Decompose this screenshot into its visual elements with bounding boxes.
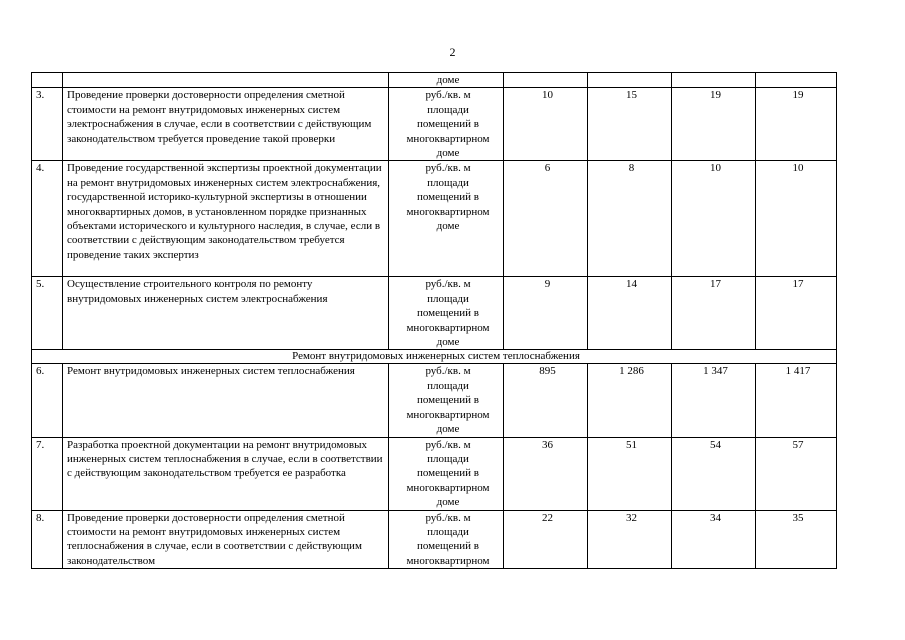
unit-line: руб./кв. м [425,438,471,451]
unit-line: помещений в [417,307,479,320]
unit-cell [389,88,504,161]
row-number-cell: 8. [32,510,63,569]
work-name-cell: Разработка проектной документации на ремонт внутридомовых инженерных систем теплоснабжения в случае, если в соответствии с действующим законодательством требуется ее разработка [63,437,389,510]
unit-line: руб./кв. м [425,365,471,378]
section-row [32,350,837,364]
unit-line: площади [427,176,469,189]
row-number-cell [32,73,63,88]
unit-line: руб./кв. м [425,89,471,102]
unit-line: руб./кв. м [425,162,471,175]
unit-line: площади [427,525,469,538]
value-cell: 22 [504,510,588,569]
unit-line: помещений в [417,394,479,407]
table-row [32,437,837,510]
unit-line: руб./кв. м [425,278,471,291]
unit-line: площади [427,103,469,116]
value-cell: 17 [756,277,837,350]
unit-line: площади [427,452,469,465]
value-cell: 1 347 [672,364,756,437]
unit-line: многоквартирном [406,132,490,145]
unit-cell [389,277,504,350]
unit-line: помещений в [417,191,479,204]
value-cell: 10 [504,88,588,161]
value-cell [756,73,837,88]
unit-line: площади [427,379,469,392]
work-name-cell [63,73,389,88]
value-cell: 9 [504,277,588,350]
value-cell: 1 417 [756,364,837,437]
unit-line: доме [436,336,460,349]
row-number-cell: 6. [32,364,63,437]
value-cell: 6 [504,161,588,277]
value-cell: 35 [756,510,837,569]
unit-line: площади [427,292,469,305]
value-cell: 10 [756,161,837,277]
row-number-cell: 4. [32,161,63,277]
tariff-table [31,72,837,569]
table-row [32,510,837,569]
value-cell: 51 [588,437,672,510]
value-cell: 895 [504,364,588,437]
value-cell [672,73,756,88]
unit-line: помещений в [417,467,479,480]
value-cell: 10 [672,161,756,277]
table-row [32,277,837,350]
unit-line: многоквартирном [406,408,490,421]
table-row [32,364,837,437]
work-name-cell: Осуществление строительного контроля по ремонту внутридомовых инженерных систем электроснабжения [63,277,389,350]
value-cell: 8 [588,161,672,277]
unit-line: многоквартирном [406,321,490,334]
value-cell: 36 [504,437,588,510]
unit-cell [389,161,504,277]
unit-line: доме [436,220,460,233]
unit-line: многоквартирном [406,554,490,567]
unit-cell: доме [389,73,504,88]
value-cell: 54 [672,437,756,510]
value-cell: 15 [588,88,672,161]
row-number-cell: 5. [32,277,63,350]
unit-line: доме [436,147,460,160]
value-cell: 19 [756,88,837,161]
work-name-cell: Проведение государственной экспертизы проектной документации на ремонт внутридомовых инженерных систем электроснабжения, государственной историко-культурной экспертизы в отношении многоквартирных домов, в установленном порядке признанных объектами исторического и культурного наследия, в случае, если в соответствии с действующим законодательством требуется проведение таких экспертиз [63,161,389,277]
unit-cell [389,364,504,437]
unit-cell [389,437,504,510]
unit-line: многоквартирном [406,481,490,494]
page-number: 2 [449,45,456,59]
work-name-cell: Проведение проверки достоверности определения сметной стоимости на ремонт внутридомовых инженерных систем электроснабжения в случае, если в соответствии с действующим законодательством требуется проведение такой проверки [63,88,389,161]
value-cell: 19 [672,88,756,161]
value-cell: 17 [672,277,756,350]
value-cell [504,73,588,88]
work-name-cell: Ремонт внутридомовых инженерных систем теплоснабжения [63,364,389,437]
row-number-cell: 3. [32,88,63,161]
value-cell: 57 [756,437,837,510]
table-row [32,73,837,88]
value-cell: 1 286 [588,364,672,437]
value-cell: 32 [588,510,672,569]
unit-line: доме [436,423,460,436]
value-cell [588,73,672,88]
work-name-cell: Проведение проверки достоверности определения сметной стоимости на ремонт внутридомовых инженерных систем теплоснабжения в случае, если в соответствии с действующим законодательством [63,510,389,569]
unit-line: помещений в [417,118,479,131]
row-number-cell: 7. [32,437,63,510]
unit-line: помещений в [417,540,479,553]
unit-line: многоквартирном [406,205,490,218]
unit-line: руб./кв. м [425,511,471,524]
unit-cell [389,510,504,569]
table-row [32,88,837,161]
section-heading: Ремонт внутридомовых инженерных систем теплоснабжения [32,350,837,364]
value-cell: 34 [672,510,756,569]
unit-line: доме [436,496,460,509]
table-row [32,161,837,277]
value-cell: 14 [588,277,672,350]
